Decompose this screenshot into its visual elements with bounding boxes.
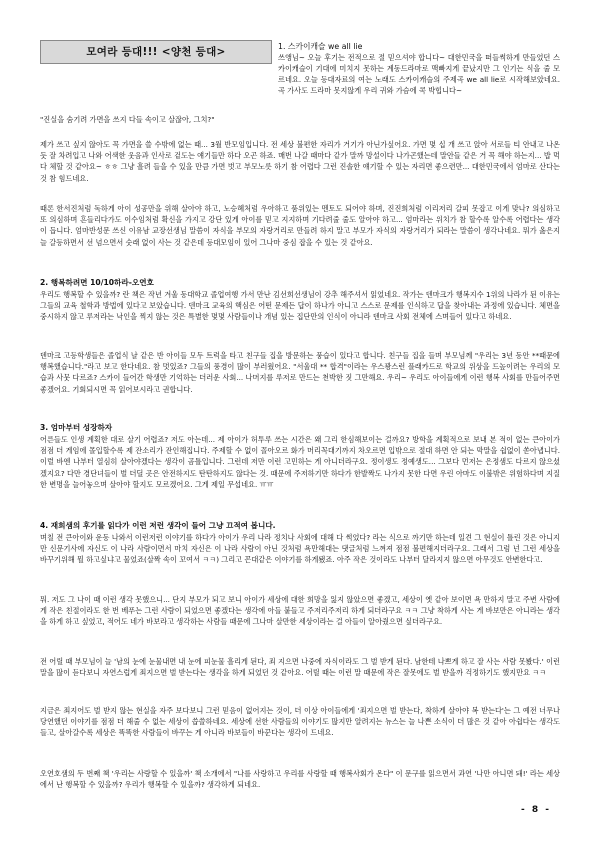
section-4-paragraph-5: 오연호샘의 두 번째 책 '우리는 사랑할 수 있을까' 책 소개에서 "나를 사랑하고 우리를 사랑할 때 행복사회가 온다" 이 문구를 읽으면서 과연 '나만 아니면 돼!' 라는 세상에서 난 행복할 수 있을까? 우리가 행복할 수 있을까? 생각하게 되네요. [40, 769, 560, 790]
section-4-paragraph-2: 뭐. 저도 그 나이 때 이런 생각 못했으니... 단지 부모가 되고 보니 아이가 세상에 대한 희망을 잃지 않았으면 좋겠고, 세상이 옛 같아 보이면 욕 만하지 말고 주변 사람에게 작은 친절이라도 한 번 베푸는 그런 사람이 되었으면 좋겠다는 생각에 아들 붙들고 주저리주저리 하게 되더라구요 ㅋㅋ 그냥 착하게 사는 게 바보만은 아니라는 생각을 하게 하고 싶었고, 적어도 네가 바보라고 생각하는 사람들 때문에 그나마 살만한 세상이라는 걸 아들이 알아줬으면 싶더라구요. [40, 595, 560, 627]
section-3-paragraph-1: 어른들도 인생 계획한 대로 살기 어렵죠? 저도 아는데... 제 아이가 허투루 쓰는 시간은 왜 그리 한심해보이는 걸까요? 방학을 계획적으로 보내 본 적이 없는 큰아이가 점점 더 게임에 몰입할수록 제 잔소리가 잔인해집니다. 주제할 수 없이 꼴아오르 화가 머리꼭대기까지 차오르면 입밖으로 절대 하면 안 되는 막말을 쉽없이 쏟아냅니다. 이럴 바엔 나부터 열심히 살아야겠다는 생각이 곰틀입니다. 그런데 저만 이런 고민하는 게 아니더라구요. 정이생도 정예생도... 그보다 먼저는 은정샘도 다르지 않으셨겠지요? 다만 경단녀들이 벌 더딜 곳은 안전하지도 탄탄하지도 않다는 것. 때문에 주저하기만 하다가 한발짝도 나가지 못한 다면 우린 아마도 이불밖은 위험하다며 지질한 변명을 늘어놓으며 살아야 할지도 모르겠어요. 그게 제일 무섭네요. ㅠㅠ [40, 435, 560, 489]
section-1-paragraph-1: 제가 쓰고 싶지 않아도 꼭 가면을 쓸 수밖에 없는 때... 3월 반모임입니다. 전 세상 불편한 자리가 거기가 아닌가싶어요. 가면 몇 십 개 쓰고 앉아 서로들 티 안내고 나온 듯 잘 차려입고 나와 어색한 웃음과 인사로 겉도는 얘기들만 하다 오곤 하죠. 매번 나갈 때마다 같가 말까 망설이다 나가곤했는데 말안들 같은 거 꼭 해야 하는지... 밥 먹다 체할 것 같아요~ ㅎㅎ 그냥 흘려 들을 수 있을 만큼 가면 벗고 부모노릇 하기 참 어렵다 그런 진솔한 얘기할 수 있는 자리면 좋으련만... 대한민국에서 엄마로 산다는 것 참 힘드네요. [40, 140, 560, 183]
section-4-heading: 4. 재희샘의 후기를 읽다가 이런 저런 생각이 들어 그냥 끄적여 봅니다. [40, 521, 276, 530]
section-1-heading: 1. 스카이캐슬 we all lie [278, 42, 363, 51]
section-4-paragraph-3: 전 어릴 때 부모님이 늘 '남의 눈에 눈물내면 내 눈에 피눈물 흘리게 된다, 죄 지으면 나중에 자식이라도 그 벌 받게 된다. 남한테 나쁘게 하고 잘 사는 사람 못봤다.' 이런 말을 많이 듣다보니 자연스럽게 죄지으면 벌 받는다는 생각을 하게 되었던 것 같아요. 어릴 때는 이런 말 때문에 작은 잘못에도 벌 받을까 걱정하기도 했지만요 ㅋㅋ [40, 657, 560, 678]
section-1-paragraph-2: 때론 한서진처럼 독하게 아이 성공만을 위해 살아야 하고, 노승혜처럼 우아하고 품위있는 멘토도 되어야 하며, 진진희처럼 이리저리 갈피 못잡고 이게 맞나? 의심하고 또 의심하며 흔들리다가도 이수임처럼 확신을 가지고 강단 있게 아이를 믿고 지지하며 기다려줄 줄도 알아야 하고... 엄마라는 위치가 참 할수록 알수록 어렵다는 생각이 듭니다. 엄마반성문 쓰신 이유남 교장선생님 말씀이 자식을 부모의 자랑거리로 만들려 하지 말고 부모가 자식의 자랑거리가 되라는 말씀이 생각나네요. 뭐가 옳은지 늘 갈등하면서 선 넘으면서 숫래 없이 사는 것 같은데 등대모임이 있어 그나마 중심 잡을 수 있는 것 같아요. [40, 204, 560, 247]
section-2-paragraph-1: 우리도 행복할 수 있을까? 란 책은 작년 겨울 동대학교 졸업여행 가서 만난 김선희선생님이 강추 해주셔서 읽었네요. 작가는 덴마크가 행복지수 1위의 나라가 된 이유는 그들의 교육 철학과 방법에 있다고 보았습니다. 덴마크 교육의 핵심은 어떤 문제든 답이 하나가 아니고 스스로 문제를 인식하고 답을 찾아내는 과정에 있습니다. 체면을 중시하지 않고 루저라는 낙인을 찍지 않는 것은 특별한 몇몇 사람들이나 개념 있는 집단만의 인식이 아니라 덴마크 사회 전체에 스며들어 있다고 하네요. [40, 290, 560, 322]
section-4-paragraph-4: 지금은 죄지어도 벌 받지 않는 현실을 자주 보다보니 그런 믿음이 없어지는 것이, 더 이상 아이들에게 '죄지으면 벌 받는다, 착하게 살아야 복 받는다'는 그 예전 너무나 당연했던 이야기를 점점 더 해줄 수 없는 세상이 씁쓸하네요. 세상에 선한 사람들의 이야기도 많지만 알려지는 뉴스는 늘 나쁜 소식이 더 많은 것 같아 아쉽다는 생각도 들고, 살아갈수록 세상은 똑똑한 사람들이 바꾸는 게 아니라 바보들이 바꾼다는 생각이 드네요. [40, 706, 560, 738]
section-4-paragraph-1: 며칠 전 큰아이와 운동 나와서 이런저런 이야기를 하다가 아이가 우리 나라 정치나 사회에 대해 다 썩었다? 라는 식으로 까기만 하는데 일견 그 현실이 틀린 것은 아니지만 신문기사에 자신도 이 나라 사람이면서 마치 자신은 이 나라 사람이 아닌 것처럼 욕만해대는 댓글처럼 느껴져 점점 불편해지더라구요. 그래서 그럼 넌 그런 세상을 바꾸기위해 뭘 하고싶냐고 물었죠(살짝 속이 꼬여서 ㅋㅋ) 그리고 꼰대같은 이야기를 하게됐죠. 아주 작은 것이라도 나부터 달라지지 않으면 아무것도 안변한다고. [40, 533, 560, 565]
section-2-paragraph-2: 덴마크 고등학생들은 졸업식 날 같은 반 아이들 모두 트럭을 타고 친구들 집을 방문하는 풍습이 있다고 합니다. 친구들 집을 들며 부모님께 "우리는 3년 동안 **때문에 행복했습니다."라고 보고 한다네요. 참 멋있죠? 그들의 풍경이 많이 부러웠어요. "서울대 ** 합격"이라는 우스꽝스런 플래카드로 학교의 위상을 드높이려는 우리의 모습과 사뭇 다르죠? 스카이 들어간 학생만 기억하는 더러운 사회... 나머지를 루저로 만드는 천박한 짓 그만해요. 우리~ 우리도 아이들에게 이런 행복 사회를 만들어주면 좋겠어요. 기회되시면 꼭 읽어보시라고 권합니다. [40, 351, 560, 394]
page-title: 모여라 등대!!! <양천 등대> [40, 40, 272, 64]
page-number: - 8 - [521, 805, 551, 815]
section-1-quote: "진실을 숨기려 가면을 쓰지 다들 속이고 살잖아, 그치?" [40, 115, 215, 124]
section-3-heading: 3. 엄마부터 성장하자 [40, 423, 113, 432]
section-1-intro: 쓰앵님~ 오늘 후기는 전적으로 절 믿으셔야 합니다~ 대한민국을 떠들썩하게 만들었던 스카이캐슬이 기대에 미치지 못하는 계동드라마로 맥빠지게 끝났지만 그 인기는 식을 줄 모르네요. 오늘 등대자료의 여는 노래도 스카이캐슬의 주제곡 we all lie로 시작해보았네요. 곡 가사도 드라마 못지않게 우리 귀와 가슴에 콕 박힙니다~ [278, 53, 560, 95]
section-2-heading: 2. 행복하려면 10/10하라-오연호 [40, 278, 154, 287]
